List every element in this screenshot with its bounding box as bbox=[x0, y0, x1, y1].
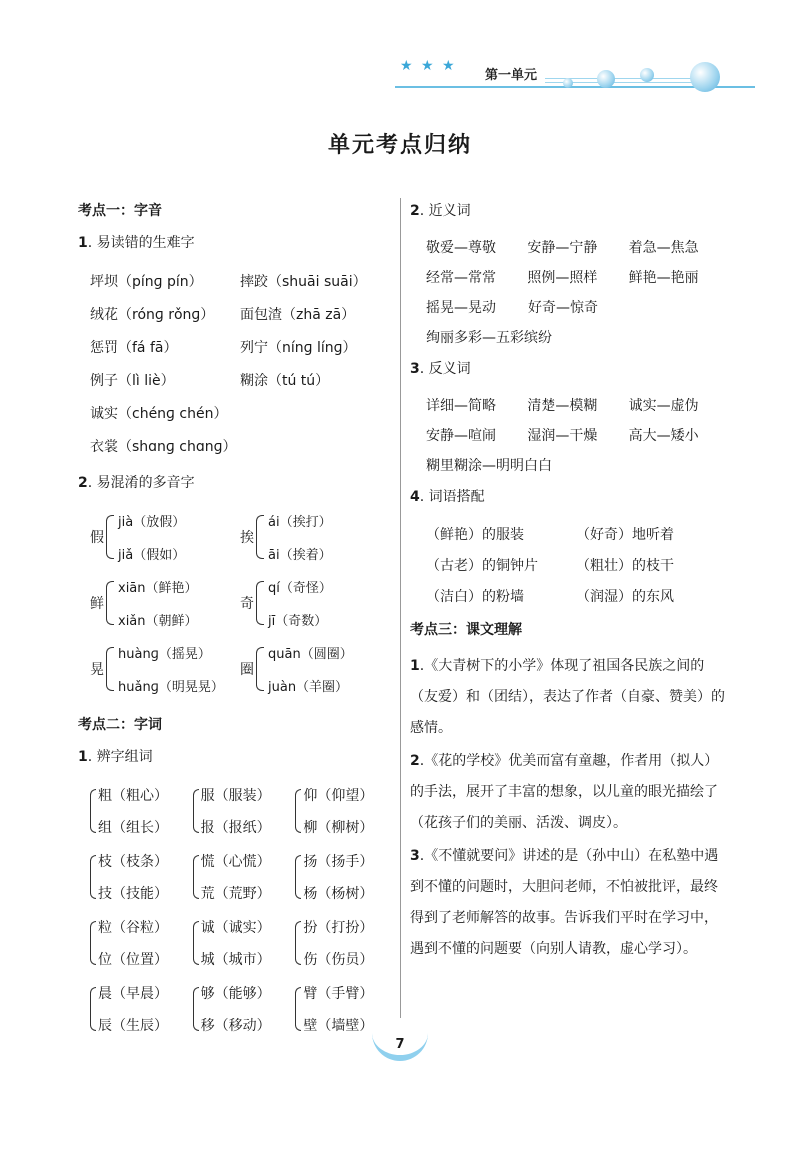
word-item: 组（组长） bbox=[98, 820, 168, 836]
column-divider bbox=[400, 198, 401, 1018]
synonym-pair: 敬爱—尊敬 bbox=[426, 240, 496, 256]
antonym-pair: 糊里糊涂—明明白白 bbox=[426, 458, 552, 474]
pinyin-item: 坪坝（pínɡ pín） bbox=[90, 273, 203, 290]
word-item: 枝（枝条） bbox=[98, 854, 168, 870]
word-item: 晨（早晨） bbox=[98, 986, 168, 1002]
pinyin-item: 摔跤（shuāi suāi） bbox=[240, 273, 367, 290]
brace-icon bbox=[193, 855, 199, 899]
antonym-pair: 详细—简略 bbox=[426, 398, 496, 414]
section-title-comprehension: 考点三：课文理解 bbox=[410, 622, 522, 638]
reading: āi（挨着） bbox=[268, 548, 332, 563]
unit-label: 第一单元 bbox=[485, 68, 538, 83]
word-group-row bbox=[78, 844, 398, 910]
word-item: 扮（打扮） bbox=[303, 920, 374, 936]
word-item: 报（报纸） bbox=[200, 820, 271, 836]
section-title-words: 考点二：字词 bbox=[78, 717, 162, 733]
brace-icon bbox=[106, 515, 114, 559]
word-group bbox=[90, 910, 193, 976]
synonym-row bbox=[410, 262, 730, 292]
reading: ái（挨打） bbox=[268, 515, 332, 530]
pinyin-row bbox=[78, 363, 398, 396]
brace-icon bbox=[193, 987, 199, 1031]
word-group-row bbox=[78, 976, 398, 1042]
word-group-row bbox=[78, 910, 398, 976]
word-item: 仰（仰望） bbox=[303, 788, 374, 804]
subsection-title: 1. 辨字组词 bbox=[78, 749, 153, 765]
word-group bbox=[193, 976, 296, 1042]
reading: qí（奇怪） bbox=[268, 581, 332, 596]
synonym-row bbox=[410, 292, 730, 322]
pinyin-row bbox=[78, 264, 398, 297]
synonym-pair: 经常—常常 bbox=[426, 270, 496, 286]
collocation-item: （古老）的铜钟片 bbox=[426, 557, 538, 574]
word-item: 移（移动） bbox=[200, 1018, 271, 1034]
polyphone-char: 晃 bbox=[90, 662, 104, 678]
word-item: 扬（扬手） bbox=[303, 854, 374, 870]
subsection-title-collocation: 4. 词语搭配 bbox=[410, 489, 485, 505]
pinyin-item: 列宁（nínɡ línɡ） bbox=[240, 339, 357, 356]
brace-icon bbox=[256, 581, 264, 625]
synonym-row bbox=[410, 232, 730, 262]
pinyin-item: 面包渣（zhā zā） bbox=[240, 306, 356, 323]
word-item: 位（位置） bbox=[98, 952, 168, 968]
reading: xiān（鲜艳） bbox=[118, 581, 198, 596]
comprehension-paragraph: 2.《花的学校》优美而富有童趣，作者用（拟人）的手法，展开了丰富的想象，以儿童的眼光描绘了（花孩子们的美丽、活泼、调皮）。 bbox=[410, 753, 719, 831]
collocation-item: （洁白）的粉墙 bbox=[426, 588, 524, 605]
pinyin-item: 衣裳（shɑnɡ chɑnɡ） bbox=[90, 438, 237, 455]
reading: jī（奇数） bbox=[268, 614, 328, 629]
word-group bbox=[295, 910, 398, 976]
polyphone-char: 假 bbox=[90, 530, 104, 546]
brace-icon bbox=[90, 789, 96, 833]
pinyin-item: 惩罚（fá fā） bbox=[90, 339, 178, 356]
synonym-pair: 照例—照样 bbox=[527, 270, 598, 286]
polyphone-row bbox=[78, 636, 398, 702]
reading: xiǎn（朝鲜） bbox=[118, 614, 198, 629]
word-item: 诚（诚实） bbox=[200, 920, 271, 936]
page-title: 单元考点归纳 bbox=[327, 133, 472, 158]
word-group bbox=[295, 778, 398, 844]
bubble-decoration-icon bbox=[563, 78, 573, 88]
word-item: 粒（谷粒） bbox=[98, 920, 168, 936]
antonym-pair: 高大—矮小 bbox=[628, 428, 699, 444]
word-item: 粗（粗心） bbox=[98, 788, 168, 804]
word-item: 技（技能） bbox=[98, 886, 168, 902]
pinyin-row bbox=[78, 330, 398, 363]
brace-icon bbox=[295, 789, 301, 833]
brace-icon bbox=[295, 987, 301, 1031]
pinyin-row bbox=[78, 396, 398, 429]
right-column bbox=[410, 200, 730, 967]
word-item: 荒（荒野） bbox=[200, 886, 271, 902]
polyphone-char: 奇 bbox=[240, 596, 254, 612]
pinyin-row bbox=[78, 297, 398, 330]
word-item: 辰（生辰） bbox=[98, 1018, 168, 1034]
synonym-pair: 安静—宁静 bbox=[527, 240, 598, 256]
collocation-row bbox=[410, 580, 730, 611]
polyphone-group bbox=[90, 504, 240, 570]
antonym-pair: 湿润—干燥 bbox=[527, 428, 598, 444]
polyphone-group bbox=[90, 636, 240, 702]
bubble-decoration-icon bbox=[690, 62, 720, 92]
reading: jià（放假） bbox=[118, 515, 186, 530]
brace-icon bbox=[90, 987, 96, 1031]
synonym-pair: 着急—焦急 bbox=[628, 240, 699, 256]
brace-icon bbox=[106, 647, 114, 691]
subsection-title-synonyms: 2. 近义词 bbox=[410, 203, 471, 219]
brace-icon bbox=[256, 647, 264, 691]
collocation-item: （粗壮）的枝干 bbox=[576, 557, 674, 574]
subsection-title: 1. 易读错的生难字 bbox=[78, 235, 195, 251]
polyphone-group bbox=[240, 636, 390, 702]
word-group bbox=[90, 844, 193, 910]
word-group bbox=[90, 976, 193, 1042]
brace-icon bbox=[295, 921, 301, 965]
collocation-row bbox=[410, 549, 730, 580]
antonym-row bbox=[410, 390, 730, 420]
brace-icon bbox=[193, 921, 199, 965]
polyphone-row bbox=[78, 570, 398, 636]
star-decoration-icon: ★ ★ ★ bbox=[400, 58, 457, 74]
polyphone-char: 挨 bbox=[240, 530, 254, 546]
pinyin-item: 绒花（rónɡ rǒnɡ） bbox=[90, 306, 215, 323]
comprehension-paragraph: 1.《大青树下的小学》体现了祖国各民族之间的（友爱）和（团结），表达了作者（自豪、赞美）的感情。 bbox=[410, 658, 725, 736]
collocation-item: （鲜艳）的服装 bbox=[426, 526, 524, 543]
word-group bbox=[295, 844, 398, 910]
reading: juàn（羊圈） bbox=[268, 680, 349, 695]
word-item: 伤（伤员） bbox=[303, 952, 374, 968]
synonym-pair: 好奇—惊奇 bbox=[528, 300, 598, 316]
word-item: 服（服装） bbox=[200, 788, 271, 804]
pinyin-item: 糊涂（tú tú） bbox=[240, 372, 330, 389]
polyphone-group bbox=[90, 570, 240, 636]
pinyin-item: 例子（lì liè） bbox=[90, 372, 175, 389]
word-group bbox=[193, 844, 296, 910]
bubble-decoration-icon bbox=[640, 68, 654, 82]
polyphone-char: 鲜 bbox=[90, 596, 104, 612]
pinyin-row bbox=[78, 429, 398, 462]
comprehension-paragraph: 3.《不懂就要问》讲述的是（孙中山）在私塾中遇到不懂的问题时，大胆问老师，不怕被批评，最终得到了老师解答的故事。告诉我们平时在学习中，遇到不懂的问题要（向别人请教，虚心学习）。 bbox=[410, 848, 719, 957]
collocation-row bbox=[410, 518, 730, 549]
collocation-item: （好奇）地听着 bbox=[576, 526, 674, 543]
antonym-pair: 安静—喧闹 bbox=[426, 428, 496, 444]
reading: huànɡ（摇晃） bbox=[118, 647, 211, 662]
subsection-title-antonyms: 3. 反义词 bbox=[410, 361, 471, 377]
reading: huǎnɡ（明晃晃） bbox=[118, 680, 224, 695]
word-item: 慌（心慌） bbox=[200, 854, 271, 870]
page-header bbox=[385, 50, 765, 100]
bubble-decoration-icon bbox=[597, 70, 615, 88]
brace-icon bbox=[106, 581, 114, 625]
brace-icon bbox=[90, 921, 96, 965]
brace-icon bbox=[256, 515, 264, 559]
polyphone-group bbox=[240, 504, 390, 570]
word-item: 臂（手臂） bbox=[303, 986, 374, 1002]
antonym-pair: 诚实—虚伪 bbox=[628, 398, 699, 414]
word-group bbox=[193, 910, 296, 976]
reading: jiǎ（假如） bbox=[118, 548, 186, 563]
collocation-item: （润湿）的东风 bbox=[576, 588, 674, 605]
synonym-pair: 绚丽多彩—五彩缤纷 bbox=[426, 330, 552, 346]
subsection-title: 2. 易混淆的多音字 bbox=[78, 475, 195, 491]
brace-icon bbox=[295, 855, 301, 899]
word-group bbox=[193, 778, 296, 844]
reading: quān（圆圈） bbox=[268, 647, 353, 662]
word-item: 柳（柳树） bbox=[303, 820, 374, 836]
antonym-pair: 清楚—模糊 bbox=[527, 398, 598, 414]
synonym-pair: 鲜艳—艳丽 bbox=[628, 270, 699, 286]
polyphone-char: 圈 bbox=[240, 662, 254, 678]
page-number: 7 bbox=[372, 1033, 428, 1061]
polyphone-group bbox=[240, 570, 390, 636]
word-group-row bbox=[78, 778, 398, 844]
left-column bbox=[78, 200, 398, 1042]
brace-icon bbox=[193, 789, 199, 833]
word-item: 城（城市） bbox=[200, 952, 271, 968]
word-item: 够（能够） bbox=[200, 986, 271, 1002]
polyphone-row bbox=[78, 504, 398, 570]
pinyin-item: 诚实（chénɡ chén） bbox=[90, 405, 228, 422]
word-group bbox=[90, 778, 193, 844]
word-item: 壁（墙壁） bbox=[303, 1018, 374, 1034]
antonym-row bbox=[410, 420, 730, 450]
brace-icon bbox=[90, 855, 96, 899]
section-title-pronunciation: 考点一：字音 bbox=[78, 203, 162, 219]
synonym-pair: 摇晃—晃动 bbox=[426, 300, 496, 316]
word-item: 杨（杨树） bbox=[303, 886, 374, 902]
